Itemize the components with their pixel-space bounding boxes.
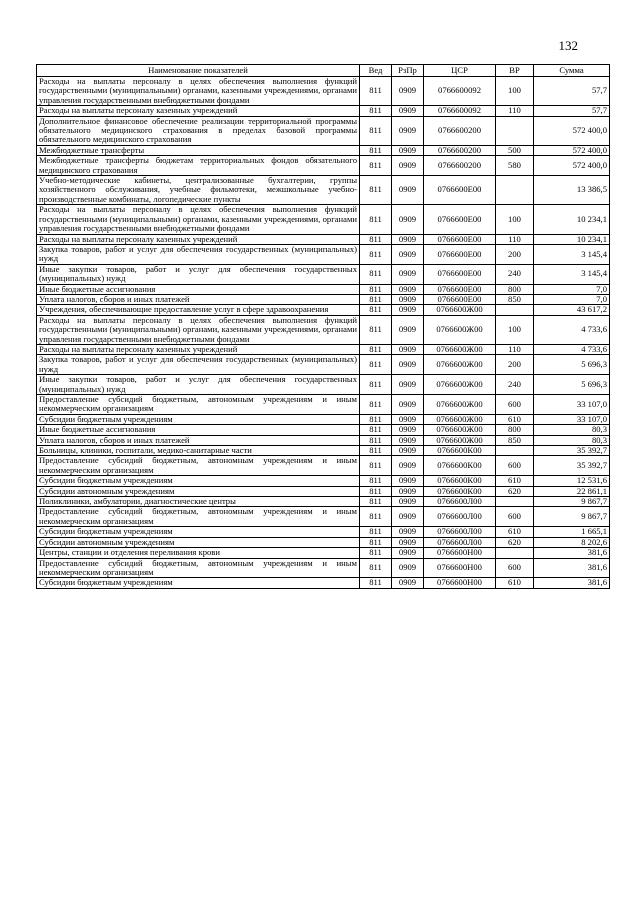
cell-name: Уплата налогов, сборов и иных платежей — [37, 294, 360, 304]
cell-ved: 811 — [360, 537, 392, 547]
table-row — [37, 507, 610, 527]
cell-rzpr: 0909 — [392, 497, 424, 507]
cell-sum: 35 392,7 — [534, 446, 610, 456]
cell-ved: 811 — [360, 344, 392, 354]
cell-name: Уплата налогов, сборов и иных платежей — [37, 435, 360, 445]
cell-rzpr: 0909 — [392, 476, 424, 486]
cell-name: Субсидии автономным учреждениям — [37, 537, 360, 547]
table-row — [37, 145, 610, 155]
cell-rzpr: 0909 — [392, 527, 424, 537]
cell-sum: 13 386,5 — [534, 176, 610, 205]
cell-sum: 7,0 — [534, 294, 610, 304]
cell-name: Закупка товаров, работ и услуг для обеспечения государственных (муниципальных) нужд — [37, 244, 360, 264]
cell-name: Иные закупки товаров, работ и услуг для обеспечения государственных (муниципальных) нужд — [37, 375, 360, 395]
cell-vr: 200 — [496, 244, 534, 264]
cell-vr: 600 — [496, 507, 534, 527]
cell-rzpr: 0909 — [392, 395, 424, 415]
table-row — [37, 414, 610, 424]
cell-name: Межбюджетные трансферты бюджетам территориальных фондов обязательного медицинского страхования — [37, 156, 360, 176]
table-row — [37, 156, 610, 176]
cell-csr: 0766600Н00 — [424, 578, 496, 588]
cell-rzpr: 0909 — [392, 425, 424, 435]
cell-ved: 811 — [360, 294, 392, 304]
table-row — [37, 77, 610, 106]
cell-name: Расходы на выплаты персоналу казенных учреждений — [37, 344, 360, 354]
header-rzpr: РзПр — [392, 65, 424, 77]
cell-csr: 0766600Ж00 — [424, 305, 496, 315]
cell-rzpr: 0909 — [392, 294, 424, 304]
cell-sum: 1 665,1 — [534, 527, 610, 537]
cell-rzpr: 0909 — [392, 234, 424, 244]
table-row — [37, 486, 610, 496]
cell-vr — [496, 548, 534, 558]
cell-csr: 0766600200 — [424, 156, 496, 176]
cell-csr: 0766600Е00 — [424, 294, 496, 304]
cell-ved: 811 — [360, 527, 392, 537]
cell-csr: 0766600Н00 — [424, 548, 496, 558]
cell-ved: 811 — [360, 456, 392, 476]
cell-sum: 381,6 — [534, 548, 610, 558]
cell-sum: 35 392,7 — [534, 456, 610, 476]
cell-ved: 811 — [360, 156, 392, 176]
cell-ved: 811 — [360, 558, 392, 578]
cell-ved: 811 — [360, 497, 392, 507]
cell-ved: 811 — [360, 176, 392, 205]
table-row — [37, 205, 610, 234]
table-row — [37, 425, 610, 435]
table-row — [37, 355, 610, 375]
cell-sum: 572 400,0 — [534, 145, 610, 155]
cell-csr: 0766600К00 — [424, 446, 496, 456]
cell-name: Иные бюджетные ассигнования — [37, 284, 360, 294]
cell-name: Субсидии автономным учреждениям — [37, 486, 360, 496]
cell-vr: 610 — [496, 476, 534, 486]
cell-vr: 580 — [496, 156, 534, 176]
cell-ved: 811 — [360, 507, 392, 527]
cell-csr: 0766600Ж00 — [424, 344, 496, 354]
cell-ved: 811 — [360, 476, 392, 486]
table-row — [37, 284, 610, 294]
cell-vr — [496, 116, 534, 145]
cell-rzpr: 0909 — [392, 548, 424, 558]
table-row — [37, 476, 610, 486]
table-body — [37, 77, 610, 589]
cell-name: Расходы на выплаты персоналу в целях обеспечения выполнения функций государственными (муниципальными) органами, казенными учреждениями, органами управления государственными внебюджетными фондами — [37, 205, 360, 234]
cell-name: Больницы, клиники, госпитали, медико-санитарные части — [37, 446, 360, 456]
cell-csr: 0766600Н00 — [424, 558, 496, 578]
cell-vr: 100 — [496, 77, 534, 106]
cell-ved: 811 — [360, 315, 392, 344]
cell-sum: 33 107,0 — [534, 414, 610, 424]
cell-sum: 7,0 — [534, 284, 610, 294]
cell-sum: 381,6 — [534, 558, 610, 578]
cell-rzpr: 0909 — [392, 264, 424, 284]
table-row — [37, 315, 610, 344]
cell-vr: 600 — [496, 558, 534, 578]
cell-ved: 811 — [360, 414, 392, 424]
cell-vr: 600 — [496, 456, 534, 476]
table-row — [37, 375, 610, 395]
cell-sum: 10 234,1 — [534, 234, 610, 244]
cell-vr: 200 — [496, 355, 534, 375]
cell-name: Субсидии бюджетным учреждениям — [37, 476, 360, 486]
cell-rzpr: 0909 — [392, 176, 424, 205]
cell-ved: 811 — [360, 375, 392, 395]
table-row — [37, 234, 610, 244]
cell-vr: 610 — [496, 414, 534, 424]
cell-rzpr: 0909 — [392, 486, 424, 496]
header-sum: Сумма — [534, 65, 610, 77]
header-csr: ЦСР — [424, 65, 496, 77]
cell-sum: 33 107,0 — [534, 395, 610, 415]
cell-csr: 0766600К00 — [424, 456, 496, 476]
cell-rzpr: 0909 — [392, 284, 424, 294]
cell-ved: 811 — [360, 205, 392, 234]
table-row — [37, 176, 610, 205]
cell-ved: 811 — [360, 116, 392, 145]
cell-sum: 43 617,2 — [534, 305, 610, 315]
cell-name: Иные закупки товаров, работ и услуг для обеспечения государственных (муниципальных) нужд — [37, 264, 360, 284]
cell-vr: 800 — [496, 284, 534, 294]
cell-csr: 0766600К00 — [424, 476, 496, 486]
cell-name: Предоставление субсидий бюджетным, автономным учреждениям и иным некоммерческим организациям — [37, 507, 360, 527]
cell-ved: 811 — [360, 446, 392, 456]
cell-name: Субсидии бюджетным учреждениям — [37, 578, 360, 588]
cell-ved: 811 — [360, 425, 392, 435]
table-row — [37, 446, 610, 456]
table-row — [37, 548, 610, 558]
cell-name: Учреждения, обеспечивающие предоставление услуг в сфере здравоохранения — [37, 305, 360, 315]
cell-rzpr: 0909 — [392, 344, 424, 354]
cell-vr: 620 — [496, 537, 534, 547]
cell-csr: 0766600Е00 — [424, 205, 496, 234]
cell-rzpr: 0909 — [392, 414, 424, 424]
cell-sum: 80,3 — [534, 435, 610, 445]
cell-name: Предоставление субсидий бюджетным, автономным учреждениям и иным некоммерческим организациям — [37, 395, 360, 415]
cell-csr: 0766600200 — [424, 145, 496, 155]
cell-vr: 620 — [496, 486, 534, 496]
cell-vr: 800 — [496, 425, 534, 435]
cell-sum: 4 733,6 — [534, 315, 610, 344]
table-row — [37, 106, 610, 116]
cell-csr: 0766600Е00 — [424, 264, 496, 284]
cell-sum: 5 696,3 — [534, 355, 610, 375]
cell-vr — [496, 446, 534, 456]
cell-sum: 12 531,6 — [534, 476, 610, 486]
table-row — [37, 294, 610, 304]
cell-name: Предоставление субсидий бюджетным, автономным учреждениям и иным некоммерческим организациям — [37, 558, 360, 578]
table-row — [37, 395, 610, 415]
cell-csr: 0766600Ж00 — [424, 425, 496, 435]
cell-ved: 811 — [360, 305, 392, 315]
cell-sum: 3 145,4 — [534, 264, 610, 284]
cell-csr: 0766600Ж00 — [424, 375, 496, 395]
cell-sum: 4 733,6 — [534, 344, 610, 354]
cell-vr — [496, 305, 534, 315]
cell-vr: 850 — [496, 294, 534, 304]
cell-ved: 811 — [360, 486, 392, 496]
table-header-row — [37, 65, 610, 77]
cell-csr: 0766600Л00 — [424, 527, 496, 537]
table-row — [37, 116, 610, 145]
cell-csr: 0766600Е00 — [424, 284, 496, 294]
cell-vr: 240 — [496, 264, 534, 284]
cell-ved: 811 — [360, 578, 392, 588]
cell-csr: 0766600092 — [424, 106, 496, 116]
cell-name: Расходы на выплаты персоналу казенных учреждений — [37, 234, 360, 244]
cell-ved: 811 — [360, 77, 392, 106]
cell-rzpr: 0909 — [392, 315, 424, 344]
cell-ved: 811 — [360, 395, 392, 415]
cell-sum: 8 202,6 — [534, 537, 610, 547]
cell-name: Предоставление субсидий бюджетным, автономным учреждениям и иным некоммерческим организациям — [37, 456, 360, 476]
cell-rzpr: 0909 — [392, 456, 424, 476]
cell-ved: 811 — [360, 284, 392, 294]
cell-rzpr: 0909 — [392, 507, 424, 527]
cell-sum: 57,7 — [534, 77, 610, 106]
cell-ved: 811 — [360, 145, 392, 155]
page-number: 132 — [558, 38, 578, 53]
table-row — [37, 264, 610, 284]
table-row — [37, 344, 610, 354]
cell-rzpr: 0909 — [392, 537, 424, 547]
cell-name: Центры, станции и отделения переливания крови — [37, 548, 360, 558]
cell-vr: 850 — [496, 435, 534, 445]
cell-ved: 811 — [360, 548, 392, 558]
cell-ved: 811 — [360, 244, 392, 264]
cell-sum: 572 400,0 — [534, 156, 610, 176]
cell-csr: 0766600Ж00 — [424, 435, 496, 445]
cell-csr: 0766600Ж00 — [424, 414, 496, 424]
cell-csr: 0766600Е00 — [424, 234, 496, 244]
cell-csr: 0766600200 — [424, 116, 496, 145]
cell-rzpr: 0909 — [392, 145, 424, 155]
cell-sum: 57,7 — [534, 106, 610, 116]
table-row — [37, 305, 610, 315]
cell-sum: 80,3 — [534, 425, 610, 435]
cell-sum: 9 867,7 — [534, 507, 610, 527]
cell-ved: 811 — [360, 234, 392, 244]
cell-sum: 572 400,0 — [534, 116, 610, 145]
cell-vr — [496, 176, 534, 205]
cell-rzpr: 0909 — [392, 244, 424, 264]
cell-rzpr: 0909 — [392, 205, 424, 234]
table-row — [37, 435, 610, 445]
cell-name: Дополнительное финансовое обеспечение реализации территориальной программы обязательного медицинского страхования в пределах базовой программы обязательного медицинского страхования — [37, 116, 360, 145]
cell-rzpr: 0909 — [392, 156, 424, 176]
cell-csr: 0766600Ж00 — [424, 355, 496, 375]
cell-name: Иные бюджетные ассигнования — [37, 425, 360, 435]
cell-csr: 0766600Ж00 — [424, 315, 496, 344]
cell-rzpr: 0909 — [392, 77, 424, 106]
header-vr: ВР — [496, 65, 534, 77]
cell-sum: 381,6 — [534, 578, 610, 588]
cell-rzpr: 0909 — [392, 305, 424, 315]
table-row — [37, 558, 610, 578]
table-row — [37, 527, 610, 537]
cell-name: Субсидии бюджетным учреждениям — [37, 414, 360, 424]
cell-sum: 10 234,1 — [534, 205, 610, 234]
cell-name: Закупка товаров, работ и услуг для обеспечения государственных (муниципальных) нужд — [37, 355, 360, 375]
cell-name: Учебно-методические кабинеты, централизованные бухгалтерии, группы хозяйственного обслуживания, учебные фильмотеки, межшкольные учебно-производственные комбинаты, логопедические пункты — [37, 176, 360, 205]
table-row — [37, 537, 610, 547]
cell-rzpr: 0909 — [392, 446, 424, 456]
cell-vr: 500 — [496, 145, 534, 155]
cell-sum: 22 861,1 — [534, 486, 610, 496]
cell-name: Расходы на выплаты персоналу в целях обеспечения выполнения функций государственными (муниципальными) органами, казенными учреждениями, органами управления государственными внебюджетными фондами — [37, 77, 360, 106]
cell-vr: 600 — [496, 395, 534, 415]
cell-csr: 0766600Л00 — [424, 497, 496, 507]
cell-ved: 811 — [360, 355, 392, 375]
cell-sum: 9 867,7 — [534, 497, 610, 507]
cell-vr: 100 — [496, 205, 534, 234]
cell-csr: 0766600Л00 — [424, 537, 496, 547]
cell-ved: 811 — [360, 106, 392, 116]
cell-name: Субсидии бюджетным учреждениям — [37, 527, 360, 537]
cell-rzpr: 0909 — [392, 435, 424, 445]
cell-sum: 3 145,4 — [534, 244, 610, 264]
cell-csr: 0766600К00 — [424, 486, 496, 496]
cell-vr: 100 — [496, 315, 534, 344]
cell-ved: 811 — [360, 264, 392, 284]
cell-name: Межбюджетные трансферты — [37, 145, 360, 155]
cell-csr: 0766600Ж00 — [424, 395, 496, 415]
cell-rzpr: 0909 — [392, 558, 424, 578]
cell-vr — [496, 497, 534, 507]
cell-csr: 0766600092 — [424, 77, 496, 106]
cell-csr: 0766600Е00 — [424, 244, 496, 264]
cell-name: Расходы на выплаты персоналу казенных учреждений — [37, 106, 360, 116]
cell-vr: 110 — [496, 106, 534, 116]
cell-vr: 610 — [496, 578, 534, 588]
header-name: Наименование показателей — [37, 65, 360, 77]
header-ved: Вед — [360, 65, 392, 77]
table-row — [37, 244, 610, 264]
table-row — [37, 578, 610, 588]
cell-rzpr: 0909 — [392, 106, 424, 116]
cell-name: Расходы на выплаты персоналу в целях обеспечения выполнения функций государственными (муниципальными) органами, казенными учреждениями, органами управления государственными внебюджетными фондами — [37, 315, 360, 344]
cell-ved: 811 — [360, 435, 392, 445]
cell-csr: 0766600Е00 — [424, 176, 496, 205]
cell-vr: 110 — [496, 344, 534, 354]
cell-rzpr: 0909 — [392, 116, 424, 145]
cell-rzpr: 0909 — [392, 355, 424, 375]
cell-sum: 5 696,3 — [534, 375, 610, 395]
table-row — [37, 497, 610, 507]
cell-vr: 240 — [496, 375, 534, 395]
cell-vr: 610 — [496, 527, 534, 537]
cell-rzpr: 0909 — [392, 375, 424, 395]
table-row — [37, 456, 610, 476]
cell-csr: 0766600Л00 — [424, 507, 496, 527]
budget-table — [36, 64, 610, 589]
cell-name: Поликлиники, амбулатории, диагностические центры — [37, 497, 360, 507]
cell-rzpr: 0909 — [392, 578, 424, 588]
cell-vr: 110 — [496, 234, 534, 244]
